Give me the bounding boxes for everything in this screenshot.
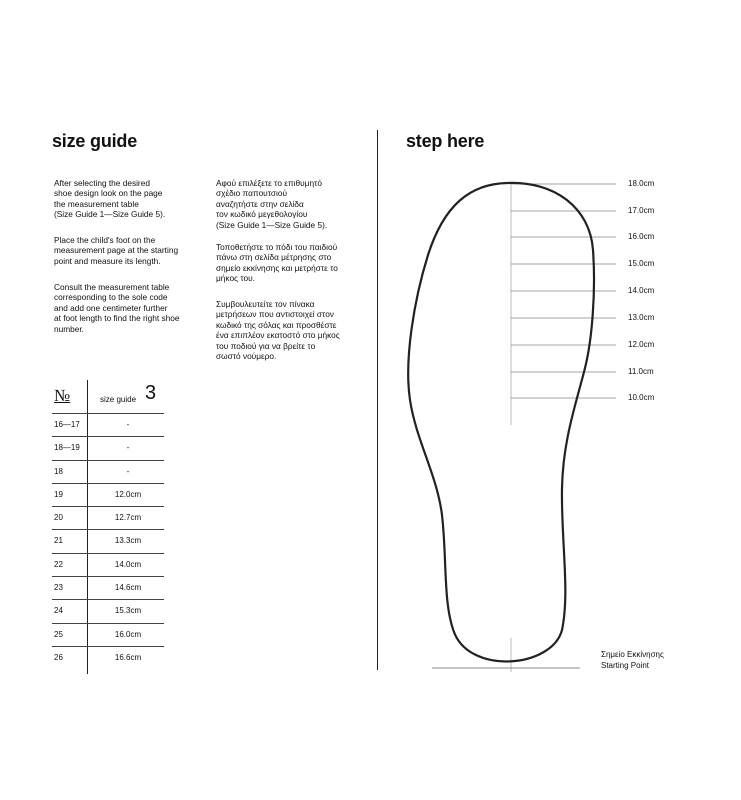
english-paragraph-3: Consult the measurement table corresponding to the sole code and add one centimeter further at foot length to find the right shoe number. <box>54 282 180 334</box>
ruler-label: 16.0cm <box>628 232 655 241</box>
length-cell: - <box>126 443 130 453</box>
length-cell: - <box>126 466 130 476</box>
english-paragraph-2: Place the child's foot on the measurement page at the starting point and measure its length. <box>54 235 179 266</box>
starting-point-greek: Σημείο Εκκίνησης <box>601 650 664 659</box>
ruler-label: 18.0cm <box>628 179 655 188</box>
size-cell: 24 <box>54 606 63 616</box>
size-cell: 16—17 <box>54 420 80 429</box>
ruler-label: 17.0cm <box>628 206 655 215</box>
size-cell: 26 <box>54 652 63 662</box>
size-cell: 18 <box>54 466 63 476</box>
size-cell: 21 <box>54 536 63 546</box>
english-paragraph-1: After selecting the desired shoe design look on the page the measurement table (Size Guide 1—Size Guide 5). <box>54 178 166 220</box>
size-cell: 22 <box>54 559 63 569</box>
footprint-outline <box>408 183 594 662</box>
ruler-label: 15.0cm <box>628 259 655 268</box>
ruler-label: 13.0cm <box>628 313 655 322</box>
ruler-label: 14.0cm <box>628 286 655 295</box>
greek-paragraph-3: Συμβουλευτείτε τον πίνακα μετρήσεων που αντιστοιχεί στον κωδικό της σόλας και προσθέστε ένα επιπλέον εκατοστό στο μήκος του ποδιού για να βρείτε το σωστό νούμερο. <box>216 299 340 362</box>
size-guide-header-label: size guide <box>100 395 137 404</box>
greek-paragraph-1: Αφού επιλέξετε το επιθυμητό σχέδιο παπουτσιού αναζητήστε στην σελίδα τον κωδικό μεγεθολογίου (Size Guide 1—Size Guide 5). <box>216 178 328 230</box>
greek-paragraph-2: Τοποθετήστε το πόδι του παιδιού πάνω στη σελίδα μέτρησης στο σημείο εκκίνησης και μετρήστε το μήκος του. <box>216 242 338 284</box>
size-cell: 19 <box>54 489 63 499</box>
length-cell: - <box>126 420 130 429</box>
ruler-label: 11.0cm <box>628 367 654 376</box>
step-here-title: step here <box>406 131 485 151</box>
length-cell: 16.6cm <box>114 652 142 662</box>
length-cell: 14.0cm <box>114 559 142 569</box>
size-cell: 25 <box>54 629 63 639</box>
starting-point-english: Starting Point <box>601 661 650 670</box>
ruler-label: 12.0cm <box>628 340 655 349</box>
size-cell: 23 <box>54 583 63 593</box>
size-guide-header-number: 3 <box>145 382 157 404</box>
size-cell: 18—19 <box>54 443 80 453</box>
ruler-label: 10.0cm <box>628 393 655 402</box>
size-guide-title: size guide <box>52 131 138 151</box>
length-cell: 14.6cm <box>114 583 142 593</box>
size-cell: 20 <box>54 513 63 523</box>
length-cell: 12.7cm <box>114 513 142 523</box>
length-cell: 15.3cm <box>114 606 142 616</box>
length-cell: 12.0cm <box>114 489 142 499</box>
number-sign-header: № <box>54 386 71 405</box>
length-cell: 13.3cm <box>114 536 142 546</box>
length-cell: 16.0cm <box>114 629 142 639</box>
